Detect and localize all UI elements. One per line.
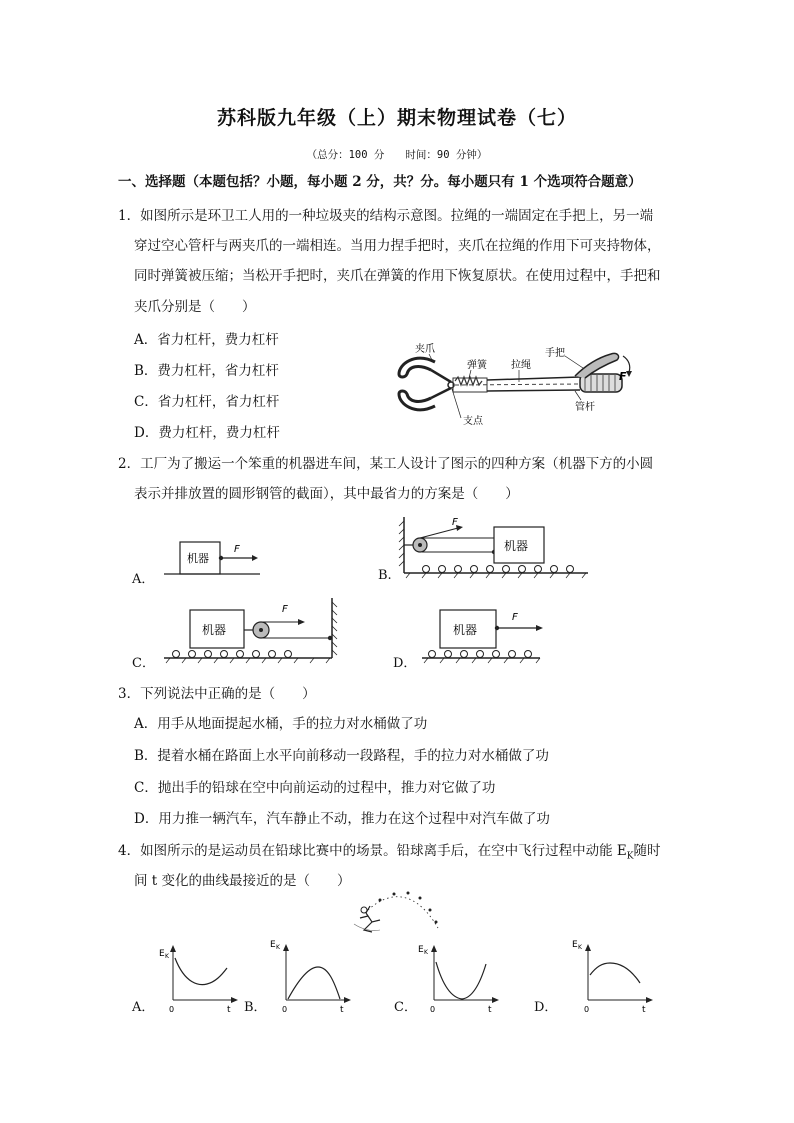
x-label: t bbox=[642, 1005, 646, 1015]
label-jaw: 夹爪 bbox=[415, 344, 435, 355]
ek-curve bbox=[288, 967, 340, 999]
ek-curve bbox=[590, 963, 640, 983]
y-sub: K bbox=[165, 953, 169, 960]
q4-option-b-label: B． bbox=[244, 1000, 267, 1015]
q1-line-2: 穿过空心管杆与两夹爪的一端相连。当用力捏手把时，夹爪在拉绳的作用下可夹持物体， bbox=[134, 238, 661, 254]
force-label: F bbox=[512, 612, 518, 623]
label-handle: 手把 bbox=[545, 348, 565, 359]
q4-line-1-sub: K bbox=[626, 851, 634, 862]
q2-option-b-label: B. bbox=[378, 568, 392, 583]
q3-option-b: B．提着水桶在路面上水平向前移动一段路程，手的拉力对水桶做了功 bbox=[134, 748, 549, 764]
q4-graph-a bbox=[155, 940, 245, 1015]
q1-option-c: C．省力杠杆，省力杠杆 bbox=[134, 394, 280, 410]
force-label: F bbox=[282, 604, 288, 615]
q1-option-a: A．省力杠杆，费力杠杆 bbox=[134, 332, 279, 348]
machine-label: 机器 bbox=[187, 552, 209, 565]
q4-option-d-label: D． bbox=[534, 1000, 558, 1015]
q2-line-1: 2．工厂为了搬运一个笨重的机器进车间，某工人设计了图示的四种方案（机器下方的小圆 bbox=[118, 456, 654, 472]
q1-line-3: 同时弹簧被压缩；当松开手把时，夹爪在弹簧的作用下恢复原状。在使用过程中，手把和 bbox=[134, 268, 661, 284]
x-label: t bbox=[227, 1005, 231, 1015]
force-label: F bbox=[452, 517, 458, 528]
force-arrow bbox=[420, 528, 458, 538]
q3-option-d: D．用力推一辆汽车，汽车静止不动，推力在这个过程中对汽车做了功 bbox=[134, 811, 550, 827]
upper-jaw bbox=[399, 358, 435, 377]
q4-option-c-label: C． bbox=[394, 1000, 417, 1015]
q1-option-d: D．费力杠杆，费力杠杆 bbox=[134, 425, 280, 441]
ek-curve bbox=[436, 962, 486, 999]
label-force: F bbox=[619, 370, 627, 383]
y-label: E bbox=[572, 940, 578, 950]
q2-option-d-label: D． bbox=[393, 656, 417, 671]
q4-line-2: 间 t 变化的曲线最接近的是（ ） bbox=[134, 873, 351, 889]
page-title: 苏科版九年级（上）期末物理试卷（七） bbox=[216, 107, 577, 129]
exam-meta: （总分：100 分 时间：90 分钟） bbox=[306, 149, 488, 161]
tube-lower bbox=[487, 390, 580, 391]
q4-line-1-text: 4．如图所示的是运动员在铅球比赛中的场景。铅球离手后，在空中飞行过程中动能 E bbox=[118, 843, 627, 859]
section-heading: 一、选择题（本题包括？小题，每小题 2 分，共？分。每小题只有 1 个选项符合题意） bbox=[118, 174, 642, 190]
ek-curve bbox=[175, 958, 227, 985]
label-rope: 拉绳 bbox=[511, 360, 531, 371]
origin-label: 0 bbox=[282, 1005, 288, 1014]
y-label: E bbox=[159, 949, 165, 959]
q1-grabber-figure bbox=[385, 338, 645, 430]
origin-label: 0 bbox=[584, 1005, 590, 1014]
machine-label: 机器 bbox=[202, 623, 227, 637]
q2-option-a-label: A． bbox=[132, 572, 155, 587]
q2-option-b-figure bbox=[398, 515, 593, 580]
force-label: F bbox=[234, 544, 240, 555]
origin-label: 0 bbox=[430, 1005, 436, 1014]
lower-jaw bbox=[399, 391, 435, 410]
machine-label: 机器 bbox=[453, 623, 478, 637]
q1-option-b: B．费力杠杆，省力杠杆 bbox=[134, 363, 279, 379]
y-label: E bbox=[418, 945, 424, 955]
label-spring: 弹簧 bbox=[467, 360, 487, 371]
q1-line-4: 夹爪分别是（ ） bbox=[134, 299, 256, 315]
q4-graph-d bbox=[570, 935, 660, 1015]
q2-option-c-label: C． bbox=[132, 656, 155, 671]
q4-line-1-tail: 随时 bbox=[633, 843, 661, 859]
label-tube: 管杆 bbox=[575, 402, 595, 413]
x-label: t bbox=[488, 1005, 492, 1015]
q4-graph-b bbox=[268, 935, 358, 1015]
q4-line-1 bbox=[118, 839, 660, 862]
tube-upper bbox=[487, 377, 580, 380]
y-label: E bbox=[270, 940, 276, 950]
label-pivot: 支点 bbox=[463, 416, 483, 427]
q4-option-a-label: A． bbox=[132, 1000, 155, 1015]
q2-line-2: 表示并排放置的圆形钢管的截面），其中最省力的方案是（ ） bbox=[134, 486, 519, 502]
q2-option-a-figure bbox=[150, 530, 270, 580]
machine-label: 机器 bbox=[504, 539, 529, 553]
y-sub: K bbox=[578, 944, 582, 951]
y-sub: K bbox=[276, 944, 280, 951]
q2-option-d-figure bbox=[414, 600, 554, 666]
q2-option-c-figure bbox=[150, 596, 345, 666]
q3-option-c: C．抛出手的铅球在空中向前运动的过程中，推力对它做了功 bbox=[134, 780, 496, 796]
q4-shotput-figure bbox=[350, 888, 450, 936]
y-sub: K bbox=[424, 949, 428, 956]
q3-line-1: 3．下列说法中正确的是（ ） bbox=[118, 686, 316, 702]
origin-label: 0 bbox=[169, 1005, 175, 1014]
q1-line-1: 1．如图所示是环卫工人用的一种垃圾夹的结构示意图。拉绳的一端固定在手把上，另一端 bbox=[118, 208, 654, 224]
x-label: t bbox=[340, 1005, 344, 1015]
trajectory bbox=[368, 897, 438, 928]
q4-graph-c bbox=[416, 940, 506, 1015]
q3-option-a: A．用手从地面提起水桶，手的拉力对水桶做了功 bbox=[134, 716, 428, 732]
